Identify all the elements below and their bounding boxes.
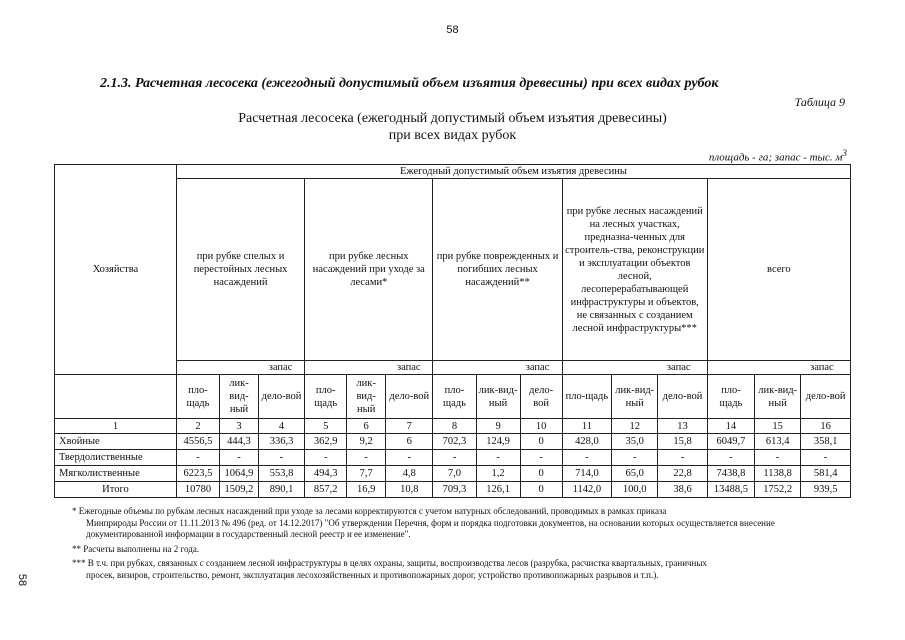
group-header-damaged: при рубке поврежденных и погибших лесных насаждений** — [433, 179, 562, 361]
col-number: 14 — [707, 419, 754, 434]
col-number: 6 — [347, 419, 386, 434]
table-cell: 444,3 — [220, 434, 259, 450]
col-number: 8 — [433, 419, 476, 434]
subheader-stock-label: запас — [396, 362, 421, 373]
footnote-1 — [72, 506, 852, 541]
table-cell: 0 — [520, 466, 562, 482]
col-number: 4 — [258, 419, 304, 434]
table-cell: 857,2 — [305, 482, 347, 498]
title-line-2: при всех видах рубок — [388, 128, 517, 143]
table-cell: 7438,8 — [707, 466, 754, 482]
table-cell: 362,9 — [305, 434, 347, 450]
table-cell: 581,4 — [801, 466, 851, 482]
table-cell: 35,0 — [612, 434, 658, 450]
col-number: 1 — [55, 419, 177, 434]
table-cell: - — [433, 450, 476, 466]
table-cell: 714,0 — [562, 466, 611, 482]
col-number: 9 — [476, 419, 520, 434]
subheader-business: дело-вой — [258, 375, 304, 419]
table-cell: 15,8 — [658, 434, 707, 450]
table-cell: 65,0 — [612, 466, 658, 482]
table-cell: 553,8 — [258, 466, 304, 482]
footnote-3 — [72, 558, 852, 581]
footnote-1-line-1: * Ежегодные объемы по рубкам лесных насаждений при уходе за лесами корректируются с учетом натурных обследований, проводимых в рамках приказа — [72, 506, 667, 516]
table-row — [55, 466, 851, 482]
table-cell: - — [176, 450, 219, 466]
table-cell: 124,9 — [476, 434, 520, 450]
subheader-stock-label: запас — [268, 362, 293, 373]
table-cell: - — [562, 450, 611, 466]
subheader-area: пло-щадь — [433, 375, 476, 419]
col-number: 5 — [305, 419, 347, 434]
subheader-business: дело-вой — [386, 375, 433, 419]
subheader-stock-label: запас — [810, 362, 834, 373]
subheader-liquid: лик-вид-ный — [347, 375, 386, 419]
footnote-2: ** Расчеты выполнены на 2 года. — [72, 543, 200, 554]
table-cell: 126,1 — [476, 482, 520, 498]
group-header-thinning: при рубке лесных насаждений при уходе за лесами* — [305, 179, 433, 361]
col-number: 7 — [386, 419, 433, 434]
table-cell: 22,8 — [658, 466, 707, 482]
table-cell: - — [305, 450, 347, 466]
table-cell: - — [612, 450, 658, 466]
table-cell: 1142,0 — [562, 482, 611, 498]
page-number: 58 — [446, 24, 459, 36]
subheader-liquid: лик-вид-ный — [220, 375, 259, 419]
table-cell: 6 — [386, 434, 433, 450]
table-cell: 7,0 — [433, 466, 476, 482]
table-cell: 494,3 — [305, 466, 347, 482]
table-cell: 38,6 — [658, 482, 707, 498]
col-number: 3 — [220, 419, 259, 434]
table-cell: 890,1 — [258, 482, 304, 498]
group-header-mature: при рубке спелых и перестойных лесных насаждений — [176, 179, 304, 361]
subheader-liquid: лик-вид-ный — [755, 375, 801, 419]
table-cell: 4,8 — [386, 466, 433, 482]
table-cell: 336,3 — [258, 434, 304, 450]
footnote-3-line-2: просек, визиров, строительство, ремонт, эксплуатация лесохозяйственных и противопожарных дорог, устройство противопожарных разрывов и т.п.). — [86, 569, 659, 580]
units-sup: 3 — [842, 148, 847, 158]
subheader-liquid: лик-вид-ный — [476, 375, 520, 419]
col-number: 13 — [658, 419, 707, 434]
table-cell: 939,5 — [801, 482, 851, 498]
footnote-1-line-2: Минприроды России от 11.11.2013 № 496 (ред. от 14.12.2017) "Об утверждении Перечня, форм и порядка подготовки документов, на основании которых осуществляется внесение документированной информации в государственный лесной реестр и ее изменение". — [86, 517, 775, 539]
table-body — [55, 434, 851, 498]
row-label: Мягколиственные — [55, 466, 177, 482]
table-cell: 16,9 — [347, 482, 386, 498]
subheader-area: пло-щадь — [707, 375, 754, 419]
table-cell: 428,0 — [562, 434, 611, 450]
footnotes — [72, 506, 852, 584]
col-number: 11 — [562, 419, 611, 434]
table-cell: 1509,2 — [220, 482, 259, 498]
table-cell: - — [347, 450, 386, 466]
table-cell: 6049,7 — [707, 434, 754, 450]
subheader-area: пло-щадь — [562, 375, 611, 419]
table-cell: 9,2 — [347, 434, 386, 450]
subheader-stock — [707, 361, 850, 375]
column-number-row — [55, 419, 851, 434]
subheader-stock — [433, 361, 562, 375]
table-label: Таблица 9 — [794, 95, 845, 109]
table-cell: 1064,9 — [220, 466, 259, 482]
col-number: 15 — [755, 419, 801, 434]
table-cell: - — [707, 450, 754, 466]
table-cell: 1,2 — [476, 466, 520, 482]
units-text: площадь - га; запас - тыс. м — [708, 151, 843, 164]
title-line-1: Расчетная лесосека (ежегодный допустимый объем изъятия древесины) — [238, 111, 667, 126]
table-cell: - — [258, 450, 304, 466]
units-note — [709, 148, 847, 164]
table-cell: 10,8 — [386, 482, 433, 498]
col-number: 10 — [520, 419, 562, 434]
table-title — [0, 110, 905, 144]
table-cell: 709,3 — [433, 482, 476, 498]
col-number: 12 — [612, 419, 658, 434]
table-cell: 7,7 — [347, 466, 386, 482]
subheader-stock — [562, 361, 707, 375]
table-row — [55, 434, 851, 450]
subheader-business: дело-вой — [658, 375, 707, 419]
side-page-number: 58 — [16, 573, 29, 587]
table-cell: 4556,5 — [176, 434, 219, 450]
table-cell: 10780 — [176, 482, 219, 498]
table-cell: - — [220, 450, 259, 466]
table-cell: 0 — [520, 434, 562, 450]
table-cell: 100,0 — [612, 482, 658, 498]
allowable-cut-table — [54, 164, 851, 498]
table-cell: 1752,2 — [755, 482, 801, 498]
table-row — [55, 450, 851, 466]
row-label: Твердолиственные — [55, 450, 177, 466]
table-cell: 358,1 — [801, 434, 851, 450]
header-farms-cont — [55, 375, 177, 419]
table-cell: 613,4 — [755, 434, 801, 450]
subheader-stock-label: запас — [525, 362, 550, 373]
subheader-stock — [305, 361, 433, 375]
table-row — [55, 482, 851, 498]
subheader-area: пло-щадь — [305, 375, 347, 419]
subheader-business: дело-вой — [520, 375, 562, 419]
subheader-area: пло-щадь — [176, 375, 219, 419]
row-label: Хвойные — [55, 434, 177, 450]
col-number: 2 — [176, 419, 219, 434]
section-heading: 2.1.3. Расчетная лесосека (ежегодный допустимый объем изъятия древесины) при всех видах рубок — [100, 76, 719, 91]
row-label: Итого — [55, 482, 177, 498]
subheader-stock — [176, 361, 304, 375]
table-cell: - — [755, 450, 801, 466]
subheader-liquid: лик-вид-ный — [612, 375, 658, 419]
header-farms: Хозяйства — [55, 165, 177, 375]
col-number: 16 — [801, 419, 851, 434]
table-cell: - — [386, 450, 433, 466]
table-cell: 702,3 — [433, 434, 476, 450]
group-header-total: всего — [707, 179, 850, 361]
table-cell: - — [801, 450, 851, 466]
table-cell: - — [520, 450, 562, 466]
subheader-stock-label: запас — [666, 362, 691, 373]
table-cell: - — [658, 450, 707, 466]
table-cell: 1138,8 — [755, 466, 801, 482]
header-annual-volume: Ежегодный допустимый объем изъятия древесины — [176, 165, 850, 179]
subheader-business: дело-вой — [801, 375, 851, 419]
table-cell: 13488,5 — [707, 482, 754, 498]
footnote-3-line-1: *** В т.ч. при рубках, связанных с созданием лесной инфраструктуры в целях охраны, защиты, воспроизводства лесов (разрубка, расчистка квартальных, граничных — [72, 558, 707, 568]
group-header-infrastructure: при рубке лесных насаждений на лесных участках, предназна-ченных для строитель-ства, реконструкции и эксплуатации объектов лесной, лесоперерабатывающей инфраструктуры и объектов, не связанных с созданием лесной инфраструктуры*** — [562, 179, 707, 361]
table-cell: - — [476, 450, 520, 466]
table-cell: 6223,5 — [176, 466, 219, 482]
table-cell: 0 — [520, 482, 562, 498]
